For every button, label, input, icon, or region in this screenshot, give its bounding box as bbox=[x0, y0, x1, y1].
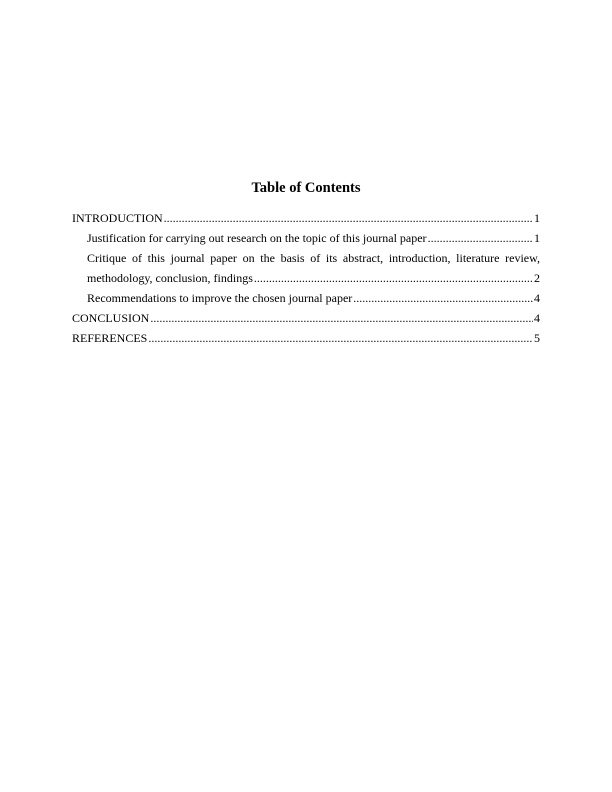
toc-entry-conclusion[interactable] bbox=[72, 308, 540, 328]
toc-page-number: 5 bbox=[534, 331, 540, 345]
dot-leader bbox=[164, 208, 533, 228]
toc-entry-references[interactable] bbox=[72, 328, 540, 348]
toc-page-number: 4 bbox=[534, 291, 540, 305]
toc-entry-label: Justification for carrying out research on the topic of this journal paper bbox=[87, 231, 427, 245]
toc-entry-introduction[interactable] bbox=[72, 208, 540, 228]
toc-page-number: 1 bbox=[534, 231, 540, 245]
dot-leader bbox=[353, 288, 533, 308]
dot-leader bbox=[428, 228, 533, 248]
toc-entry-recommendations[interactable] bbox=[72, 288, 540, 308]
toc-title: Table of Contents bbox=[251, 180, 361, 196]
toc-page-number: 2 bbox=[534, 271, 540, 285]
toc-page-number: 1 bbox=[534, 211, 540, 225]
toc-entry-label-line1: Critique of this journal paper on the basis of its abstract, introduction, literature review, bbox=[87, 251, 540, 265]
toc-entry-label: INTRODUCTION bbox=[72, 211, 163, 225]
table-of-contents bbox=[72, 208, 540, 348]
toc-page-number: 4 bbox=[534, 311, 540, 325]
dot-leader bbox=[148, 328, 533, 348]
toc-entry-label-line2: methodology, conclusion, findings bbox=[87, 271, 253, 285]
toc-entry-label: CONCLUSION bbox=[72, 311, 150, 325]
toc-entry-label: Recommendations to improve the chosen journal paper bbox=[87, 291, 353, 305]
dot-leader bbox=[150, 308, 533, 328]
toc-entry-justification[interactable] bbox=[72, 228, 540, 248]
toc-entry-critique[interactable] bbox=[72, 248, 540, 288]
toc-entry-label: REFERENCES bbox=[72, 331, 148, 345]
dot-leader bbox=[254, 268, 533, 288]
